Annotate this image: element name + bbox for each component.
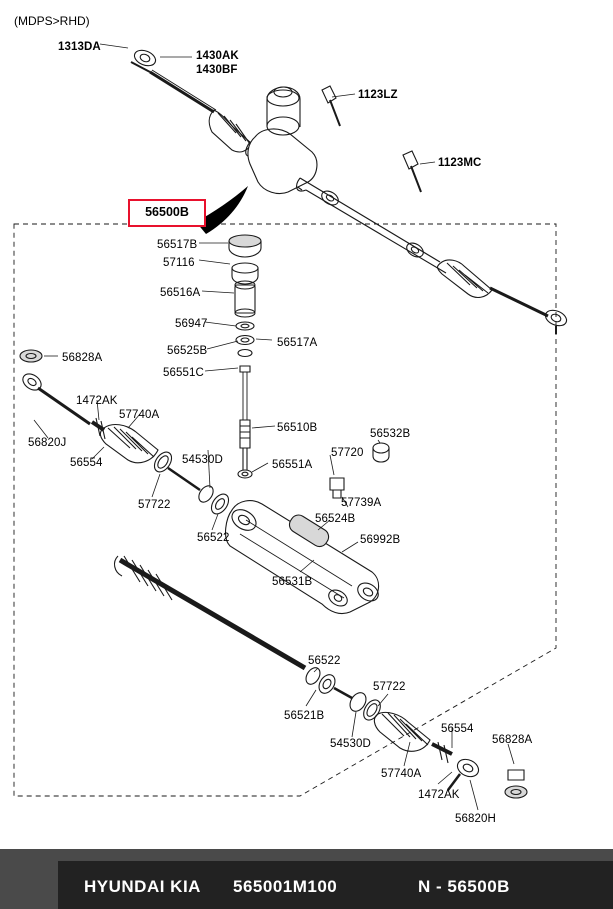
part-label-56551c: 56551C [163, 367, 204, 379]
highlight-part-number: 56500B [128, 199, 206, 227]
part-label-57740a: 57740A [119, 409, 160, 421]
part-label-54530d: 54530D [330, 738, 371, 750]
part-label-57722: 57722 [373, 681, 406, 693]
part-label-57116: 57116 [163, 257, 195, 269]
part-label-56517a: 56517A [277, 337, 318, 349]
part-label-1472ak: 1472AK [76, 395, 118, 407]
footer-brand: HYUNDAI KIA [84, 877, 201, 896]
part-label-56517b: 56517B [157, 239, 198, 251]
part-label-56522: 56522 [197, 532, 230, 544]
part-label-56828a: 56828A [492, 734, 533, 746]
part-label-1123mc: 1123MC [438, 157, 482, 169]
footer-part-number: 565001M100 [233, 877, 338, 896]
part-label-57740a: 57740A [381, 768, 422, 780]
part-label-54530d: 54530D [182, 454, 223, 466]
diagram-title: (MDPS>RHD) [14, 14, 90, 28]
part-label-56554: 56554 [70, 457, 103, 469]
part-label-56510b: 56510B [277, 422, 318, 434]
part-label-1430bf: 1430BF [196, 64, 238, 76]
part-label-56992b: 56992B [360, 534, 401, 546]
part-label-56531b: 56531B [272, 576, 313, 588]
part-label-56524b: 56524B [315, 513, 356, 525]
part-label-1313da: 1313DA [58, 41, 101, 53]
footer-note: N - 56500B [418, 877, 510, 896]
part-label-1472ak: 1472AK [418, 789, 460, 801]
part-label-56516a: 56516A [160, 287, 201, 299]
part-label-56828a: 56828A [62, 352, 103, 364]
part-label-1430ak: 1430AK [196, 50, 239, 62]
part-label-57722: 57722 [138, 499, 171, 511]
part-label-57720: 57720 [331, 447, 364, 459]
part-label-56525b: 56525B [167, 345, 208, 357]
part-label-56554: 56554 [441, 723, 474, 735]
part-label-56551a: 56551A [272, 459, 313, 471]
part-label-56820j: 56820J [28, 437, 67, 449]
part-label-56522: 56522 [308, 655, 341, 667]
part-label-57739a: 57739A [341, 497, 382, 509]
part-label-56521b: 56521B [284, 710, 325, 722]
part-label-56947: 56947 [175, 318, 208, 330]
part-label-56820h: 56820H [455, 813, 496, 825]
part-label-1123lz: 1123LZ [358, 89, 398, 101]
part-label-56532b: 56532B [370, 428, 411, 440]
